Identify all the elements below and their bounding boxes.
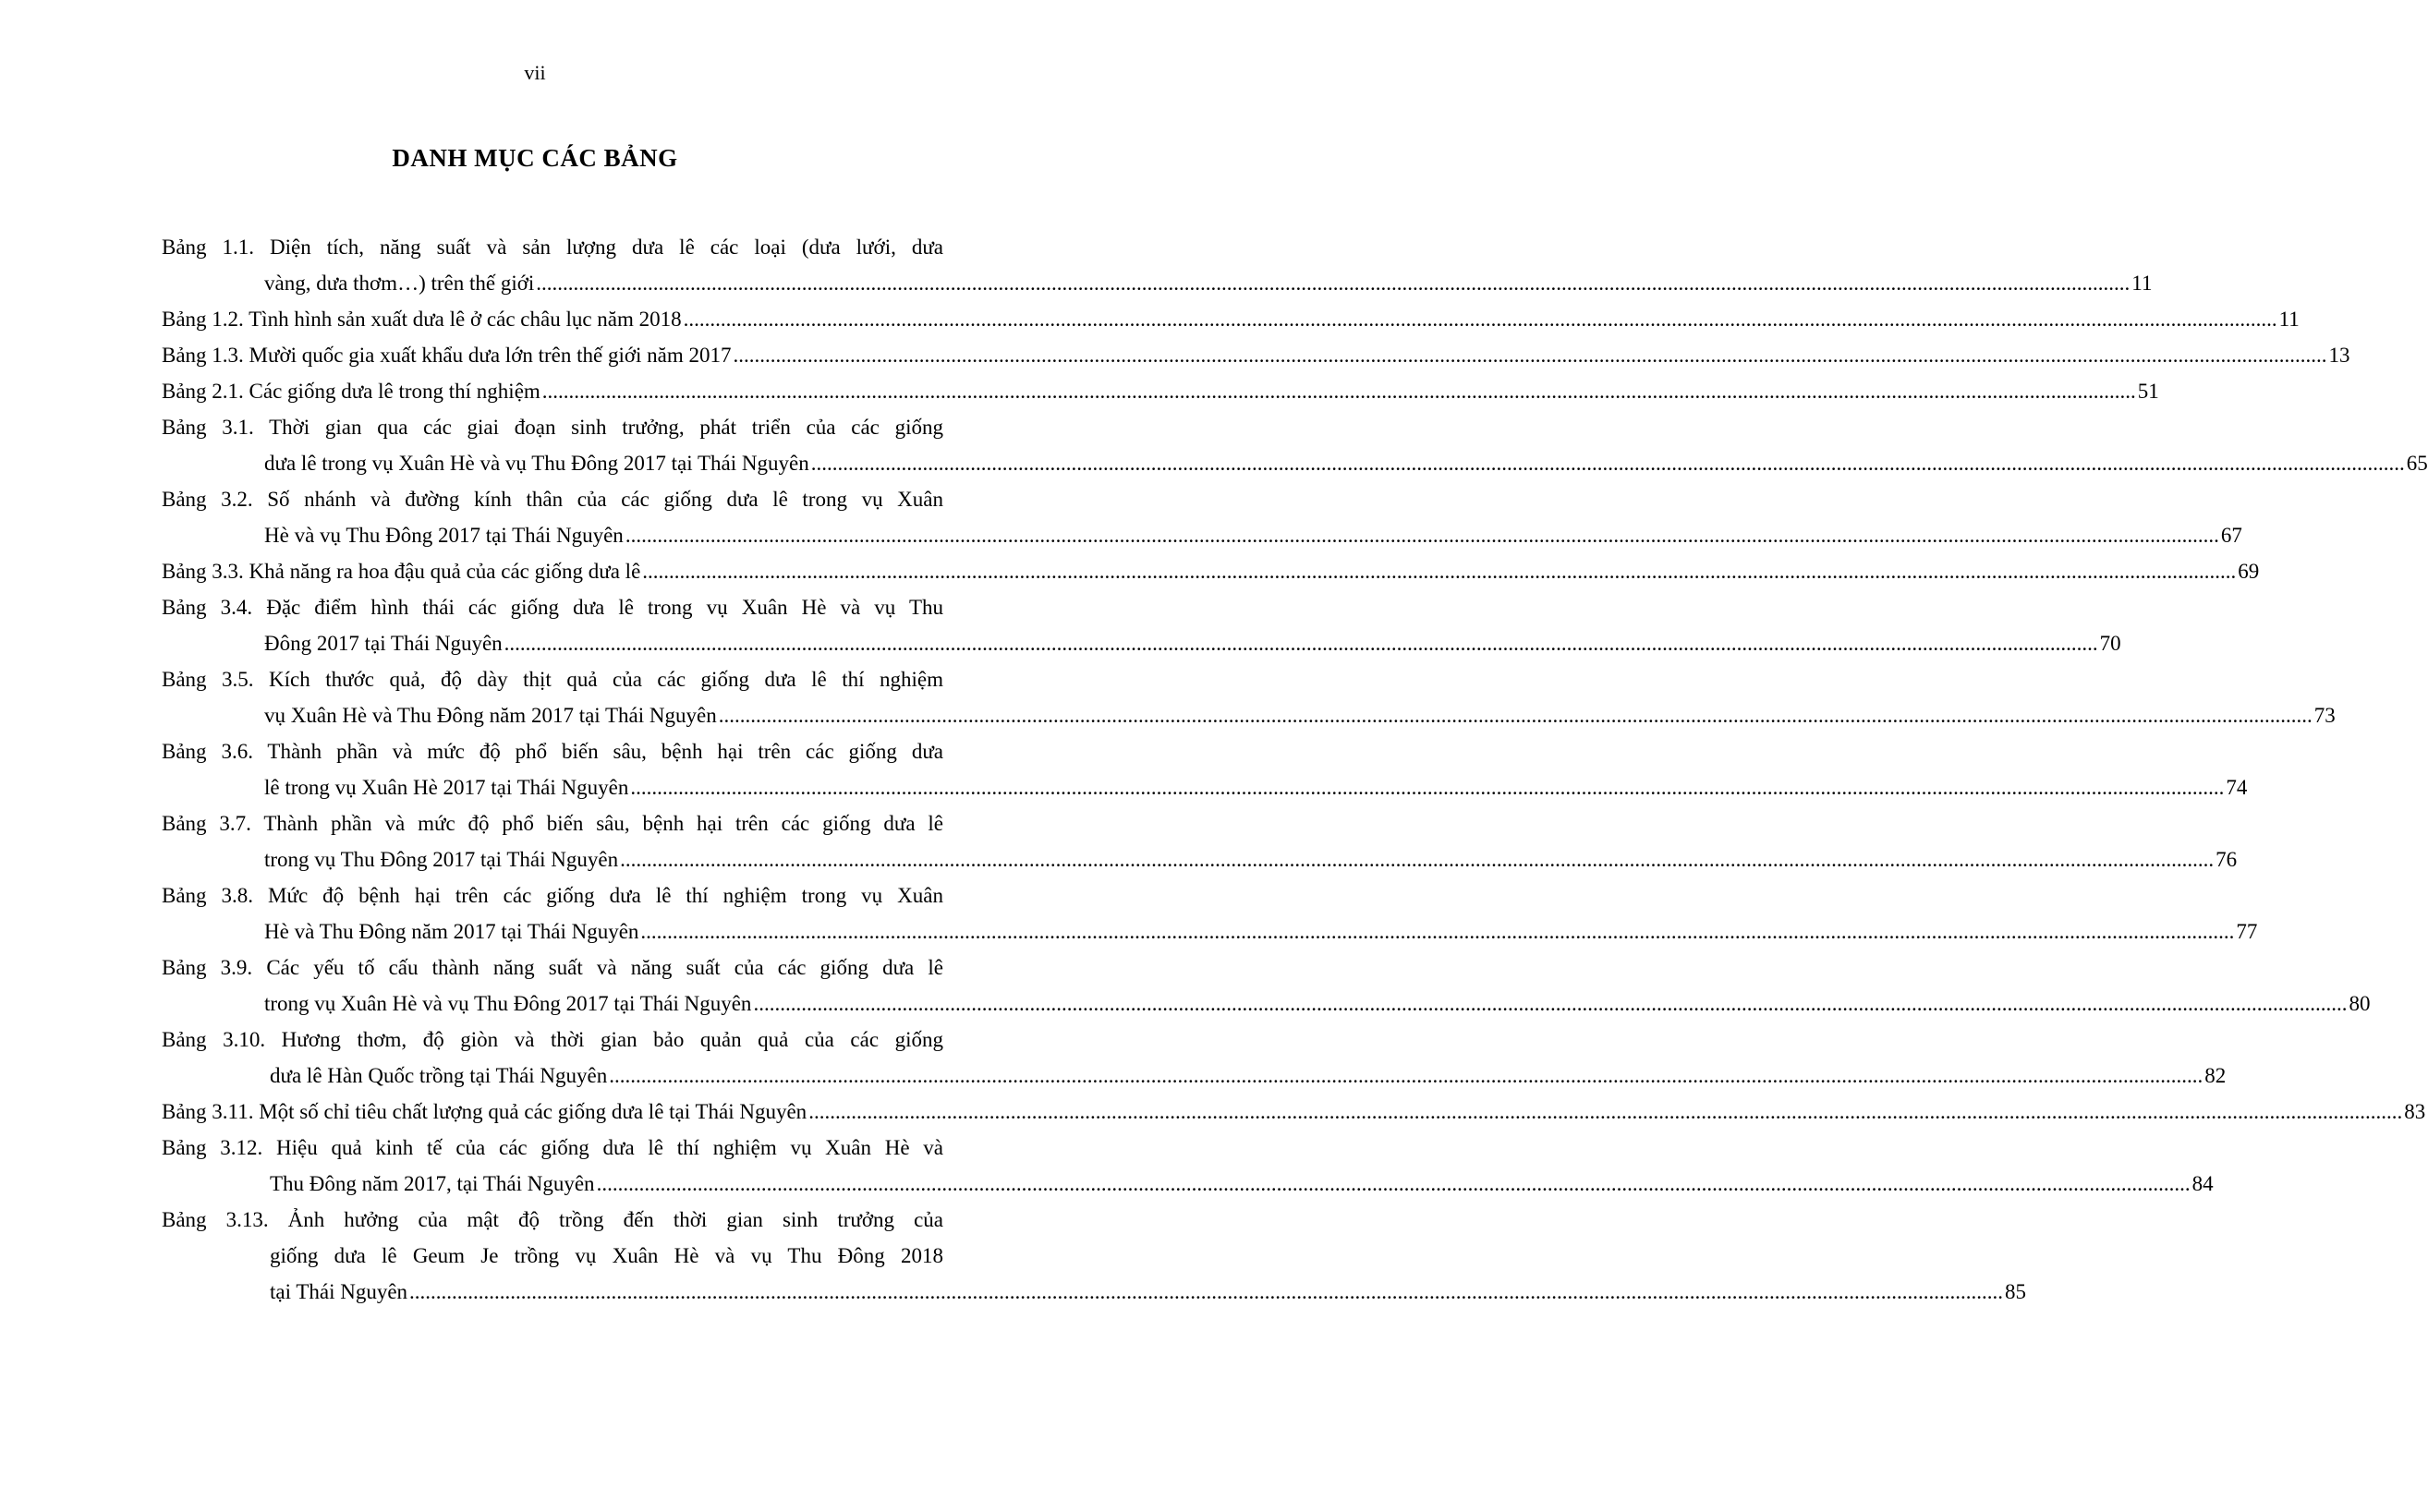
toc-page-number: 85 bbox=[2005, 1280, 2027, 1303]
toc-entry[interactable] bbox=[162, 661, 2336, 733]
toc-entry-line: Bảng 3.7. Thành phần và mức độ phổ biến sâu, bệnh hại trên các giống dưa lê bbox=[162, 812, 943, 835]
toc-entry-text: vàng, dưa thơm…) trên thế giới bbox=[264, 272, 535, 295]
toc-entry-line: Bảng 1.1. Diện tích, năng suất và sản lượng dưa lê các loại (dưa lưới, dưa bbox=[162, 236, 943, 259]
toc-entry-last-line bbox=[162, 841, 2238, 877]
toc-page-number: 77 bbox=[2236, 920, 2258, 943]
toc-entry-text: tại Thái Nguyên bbox=[270, 1280, 408, 1303]
toc-entry-last-line bbox=[162, 697, 2336, 733]
toc-entry-last-line bbox=[162, 553, 2260, 589]
toc-entry[interactable] bbox=[162, 409, 2428, 481]
dot-leader: ............................................................................................................................................................................................................................................................................................................ bbox=[620, 848, 2215, 871]
toc-page-number: 51 bbox=[2137, 380, 2159, 403]
toc-entry[interactable] bbox=[162, 1094, 2426, 1130]
toc-entry-line: giống dưa lê Geum Je trồng vụ Xuân Hè và vụ Thu Đông 2018 bbox=[270, 1244, 943, 1267]
toc-entry-text: Bảng 2.1. Các giống dưa lê trong thí nghiệm bbox=[162, 380, 540, 403]
toc-entry-last-line bbox=[162, 913, 2258, 950]
toc-entry-text: trong vụ Thu Đông 2017 tại Thái Nguyên bbox=[264, 848, 619, 871]
toc-entry-text: lê trong vụ Xuân Hè 2017 tại Thái Nguyên bbox=[264, 776, 629, 799]
toc-entry[interactable] bbox=[162, 481, 2242, 553]
toc-page-number: 11 bbox=[2131, 272, 2153, 295]
dot-leader: ............................................................................................................................................................................................................................................................................................................ bbox=[596, 1172, 2191, 1195]
toc-entry-last-line bbox=[162, 517, 2242, 553]
toc-entry-line: Bảng 3.1. Thời gian qua các giai đoạn sinh trưởng, phát triển của các giống bbox=[162, 416, 943, 439]
toc-entry-last-line bbox=[162, 1166, 2214, 1202]
dot-leader: ............................................................................................................................................................................................................................................................................................................ bbox=[810, 452, 2405, 475]
toc-entry[interactable] bbox=[162, 733, 2248, 805]
toc-entry-line: Bảng 3.5. Kích thước quả, độ dày thịt quả của các giống dưa lê thí nghiệm bbox=[162, 668, 943, 691]
toc-entry-line: Bảng 3.12. Hiệu quả kinh tế của các giống dưa lê thí nghiệm vụ Xuân Hè và bbox=[162, 1136, 943, 1159]
toc-page-number: 70 bbox=[2099, 632, 2121, 655]
toc-page-number: 73 bbox=[2313, 704, 2336, 727]
toc-entry-text: dưa lê Hàn Quốc trồng tại Thái Nguyên bbox=[270, 1064, 608, 1087]
toc-entry[interactable] bbox=[162, 301, 2300, 337]
toc-entry-line: Bảng 3.8. Mức độ bệnh hại trên các giống dưa lê thí nghiệm trong vụ Xuân bbox=[162, 884, 943, 907]
toc-entry-line: Bảng 3.9. Các yếu tố cấu thành năng suất và năng suất của các giống dưa lê bbox=[162, 956, 943, 979]
toc-entry[interactable] bbox=[162, 805, 2238, 877]
toc-entry[interactable] bbox=[162, 229, 2153, 301]
dot-leader: ............................................................................................................................................................................................................................................................................................................ bbox=[536, 272, 2131, 295]
toc-page-number: 84 bbox=[2191, 1172, 2214, 1195]
toc-entry-line: Bảng 3.6. Thành phần và mức độ phổ biến sâu, bệnh hại trên các giống dưa bbox=[162, 740, 943, 763]
toc-entry-text: vụ Xuân Hè và Thu Đông năm 2017 tại Thái Nguyên bbox=[264, 704, 717, 727]
page-title: DANH MỤC CÁC BẢNG bbox=[392, 144, 678, 172]
toc-entry-line: Bảng 3.13. Ảnh hưởng của mật độ trồng đến thời gian sinh trưởng của bbox=[162, 1208, 943, 1231]
toc-entry-text: trong vụ Xuân Hè và vụ Thu Đông 2017 tại Thái Nguyên bbox=[264, 992, 752, 1015]
toc-page-number: 83 bbox=[2404, 1100, 2426, 1123]
dot-leader: ............................................................................................................................................................................................................................................................................................................ bbox=[683, 308, 2277, 331]
toc-entry-text: Bảng 3.11. Một số chỉ tiêu chất lượng quả các giống dưa lê tại Thái Nguyên bbox=[162, 1100, 807, 1123]
page-number: vii bbox=[524, 61, 546, 84]
toc-entry-last-line bbox=[162, 1274, 2027, 1310]
toc-entry-last-line bbox=[162, 265, 2153, 301]
toc-page-number: 67 bbox=[2220, 524, 2242, 547]
dot-leader: ............................................................................................................................................................................................................................................................................................................ bbox=[753, 992, 2348, 1015]
toc-page-number: 69 bbox=[2238, 560, 2260, 583]
dot-leader: ............................................................................................................................................................................................................................................................................................................ bbox=[609, 1064, 2203, 1087]
toc-page-number: 13 bbox=[2328, 344, 2350, 367]
toc-page-number: 74 bbox=[2226, 776, 2248, 799]
toc-entry-line: Bảng 3.2. Số nhánh và đường kính thân của các giống dưa lê trong vụ Xuân bbox=[162, 488, 943, 511]
toc-page-number: 82 bbox=[2204, 1064, 2227, 1087]
toc-page-number: 76 bbox=[2216, 848, 2238, 871]
toc-entry-text: Bảng 1.3. Mười quốc gia xuất khẩu dưa lớn trên thế giới năm 2017 bbox=[162, 344, 732, 367]
toc-entry[interactable] bbox=[162, 950, 2371, 1022]
toc-entry[interactable] bbox=[162, 337, 2350, 373]
toc-entry[interactable] bbox=[162, 553, 2260, 589]
toc-entry[interactable] bbox=[162, 1022, 2227, 1094]
toc-entry-last-line bbox=[162, 986, 2371, 1022]
toc-entry[interactable] bbox=[162, 589, 2121, 661]
toc-entry-text: dưa lê trong vụ Xuân Hè và vụ Thu Đông 2017 tại Thái Nguyên bbox=[264, 452, 809, 475]
dot-leader: ............................................................................................................................................................................................................................................................................................................ bbox=[640, 920, 2235, 943]
dot-leader: ............................................................................................................................................................................................................................................................................................................ bbox=[808, 1100, 2403, 1123]
toc-entry-line: Bảng 3.10. Hương thơm, độ giòn và thời gian bảo quản quả của các giống bbox=[162, 1028, 943, 1051]
dot-leader: ............................................................................................................................................................................................................................................................................................................ bbox=[733, 344, 2327, 367]
dot-leader: ............................................................................................................................................................................................................................................................................................................ bbox=[504, 632, 2098, 655]
toc-entry-last-line bbox=[162, 769, 2248, 805]
toc-page-number: 80 bbox=[2349, 992, 2371, 1015]
toc-entry-last-line bbox=[162, 445, 2428, 481]
toc-entry-text: Hè và vụ Thu Đông 2017 tại Thái Nguyên bbox=[264, 524, 624, 547]
dot-leader: ............................................................................................................................................................................................................................................................................................................ bbox=[625, 524, 2219, 547]
toc-entry[interactable] bbox=[162, 1130, 2214, 1202]
toc-page-number: 11 bbox=[2278, 308, 2300, 331]
dot-leader: ............................................................................................................................................................................................................................................................................................................ bbox=[541, 380, 2136, 403]
toc-entry-last-line bbox=[162, 301, 2300, 337]
toc-entry-text: Hè và Thu Đông năm 2017 tại Thái Nguyên bbox=[264, 920, 639, 943]
toc-entry-last-line bbox=[162, 1094, 2426, 1130]
dot-leader: ............................................................................................................................................................................................................................................................................................................ bbox=[409, 1280, 2004, 1303]
toc-entry[interactable] bbox=[162, 877, 2258, 950]
toc-page-number: 65 bbox=[2406, 452, 2428, 475]
toc-entry-text: Đông 2017 tại Thái Nguyên bbox=[264, 632, 503, 655]
toc-entry-text: Thu Đông năm 2017, tại Thái Nguyên bbox=[270, 1172, 595, 1195]
toc-entry-text: Bảng 3.3. Khả năng ra hoa đậu quả của các giống dưa lê bbox=[162, 560, 641, 583]
table-of-contents bbox=[162, 229, 2428, 1310]
toc-entry[interactable] bbox=[162, 1202, 2027, 1310]
toc-entry-line: Bảng 3.4. Đặc điểm hình thái các giống dưa lê trong vụ Xuân Hè và vụ Thu bbox=[162, 596, 943, 619]
toc-entry-last-line bbox=[162, 625, 2121, 661]
toc-entry-last-line bbox=[162, 337, 2350, 373]
dot-leader: ............................................................................................................................................................................................................................................................................................................ bbox=[642, 560, 2237, 583]
toc-entry[interactable] bbox=[162, 373, 2159, 409]
toc-entry-text: Bảng 1.2. Tình hình sản xuất dưa lê ở các châu lục năm 2018 bbox=[162, 308, 682, 331]
toc-entry-last-line bbox=[162, 1058, 2227, 1094]
dot-leader: ............................................................................................................................................................................................................................................................................................................ bbox=[630, 776, 2225, 799]
toc-entry-last-line bbox=[162, 373, 2159, 409]
dot-leader: ............................................................................................................................................................................................................................................................................................................ bbox=[718, 704, 2313, 727]
